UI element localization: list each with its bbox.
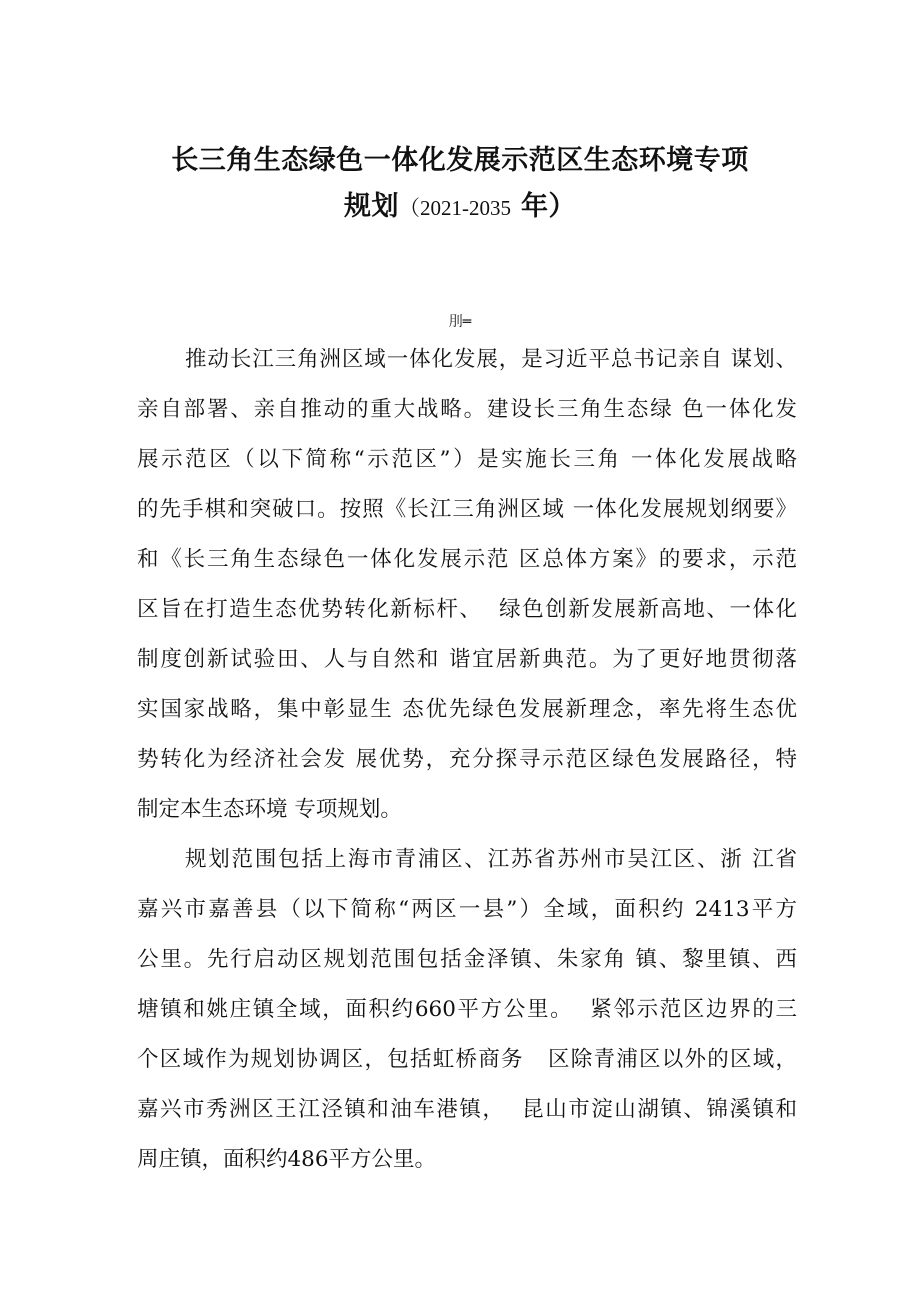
title-suffix: 年） [511, 191, 576, 222]
paragraph-1-line-10: 制定本生态环境 专项规划。 [137, 797, 402, 822]
document-title-line-2 [0, 184, 920, 223]
paragraph-2-line-5: 个区域作为规划协调区，包括虹桥商务 区除青浦区以外的区域， [137, 1047, 797, 1072]
paragraph-1-line-5: 和《长三角生态绿色一体化发展示范 区总体方案》的要求，示范 [137, 547, 797, 572]
title-years: 2021-2035 [420, 196, 512, 220]
paragraph-2-line-1: 规划范围包括上海市青浦区、江苏省苏州市吴江区、浙 江省 [185, 847, 797, 872]
paragraph-2-line-6: 嘉兴市秀洲区王江泾镇和油车港镇， 昆山市淀山湖镇、锦溪镇和 [137, 1097, 797, 1122]
preface-heading: 刖═ [448, 314, 472, 330]
paragraph-2-line-3: 公里。先行启动区规划范围包括金泽镇、朱家角 镇、黎里镇、西 [137, 947, 797, 972]
paragraph-2-line-7: 周庄镇，面积约486平方公里。 [137, 1147, 437, 1172]
paragraph-1-line-8: 实国家战略，集中彰显生 态优先绿色发展新理念，率先将生态优 [137, 697, 797, 722]
paragraph-1-line-1: 推动长江三角洲区域一体化发展，是习近平总书记亲自 谋划、 [185, 347, 797, 372]
title-prefix: 规划 [344, 191, 400, 222]
title-paren-open: （ [399, 196, 421, 220]
paragraph-1-line-2: 亲自部署、亲自推动的重大战略。建设长三角生态绿 色一体化发 [137, 397, 797, 422]
paragraph-1-line-4: 的先手棋和突破口。按照《长江三角洲区域 一体化发展规划纲要》 [137, 497, 797, 522]
paragraph-1-line-3: 展示范区（以下简称“示范区”）是实施长三角 一体化发展战略 [137, 447, 797, 472]
paragraph-2-line-2: 嘉兴市嘉善县（以下简称“两区一县”）全域，面积约 2413平方 [137, 897, 797, 922]
document-title-line-1: 长三角生态绿色一体化发展示范区生态环境专项 [171, 145, 749, 176]
paragraph-1-line-6: 区旨在打造生态优势转化新标杆、 绿色创新发展新高地、一体化 [137, 597, 797, 622]
paragraph-1-line-7: 制度创新试验田、人与自然和 谐宜居新典范。为了更好地贯彻落 [137, 647, 797, 672]
paragraph-2-line-4: 塘镇和姚庄镇全域，面积约660平方公里。 紧邻示范区边界的三 [137, 997, 797, 1022]
paragraph-1-line-9: 势转化为经济社会发 展优势，充分探寻示范区绿色发展路径，特 [137, 747, 797, 772]
